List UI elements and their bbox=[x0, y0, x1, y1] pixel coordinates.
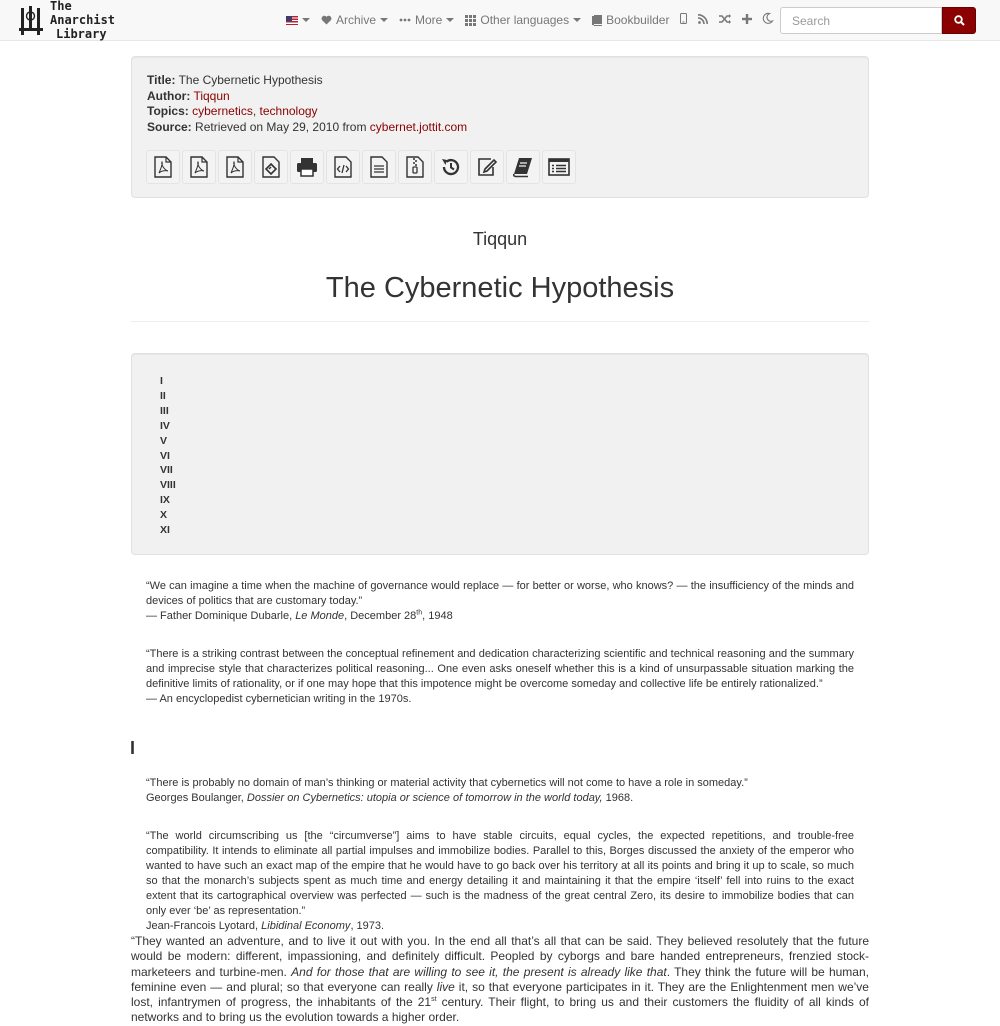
bookbuilder-link[interactable] bbox=[592, 13, 669, 27]
epigraph-text: “We can imagine a time when the machine of governance would replace — for better or worse, who knows? — the insufficiency of the minds and devices of politics that are customary today.” bbox=[146, 580, 854, 607]
other-languages-dropdown[interactable] bbox=[465, 13, 581, 27]
meta-topics-line bbox=[147, 104, 853, 120]
epigraph-attribution: — An encyclopedist cybernetician writing in the 1970s. bbox=[146, 693, 412, 705]
download-xhtml-button[interactable] bbox=[326, 150, 360, 184]
toc-item-9[interactable]: IX bbox=[160, 494, 170, 507]
quote-attribution: Georges Boulanger, Dossier on Cybernetics: utopia or science of tomorrow in the world today, 1968. bbox=[146, 792, 634, 804]
quote-attribution: Jean-Francois Lyotard, Libidinal Economy, 1973. bbox=[146, 920, 385, 932]
download-toolbar bbox=[146, 150, 578, 184]
navbar bbox=[0, 0, 1000, 41]
toc-item-3[interactable]: III bbox=[160, 404, 169, 417]
caret-down-icon bbox=[380, 18, 388, 22]
download-source-zip-button[interactable] bbox=[398, 150, 432, 184]
anarchist-library-logo-icon bbox=[18, 4, 44, 36]
heart-icon bbox=[321, 15, 332, 25]
more-label: More bbox=[415, 13, 443, 27]
more-dropdown[interactable] bbox=[399, 13, 454, 27]
section-heading: I bbox=[130, 738, 136, 758]
topic-cybernetics-link[interactable]: cybernetics bbox=[192, 104, 253, 118]
moon-icon bbox=[763, 13, 773, 27]
bookbuilder-label: Bookbuilder bbox=[606, 13, 670, 27]
caret-down-icon bbox=[302, 18, 310, 22]
meta-source-link[interactable]: cybernet.jottit.com bbox=[369, 119, 468, 134]
add-to-bookbuilder-button[interactable] bbox=[506, 150, 540, 184]
topic-separator: , bbox=[252, 104, 257, 118]
download-plain-text-button[interactable] bbox=[362, 150, 396, 184]
download-pdf-a4-button[interactable] bbox=[182, 150, 216, 184]
block-quote bbox=[146, 776, 854, 806]
page-title: The Cybernetic Hypothesis bbox=[325, 272, 675, 304]
mobile-icon-link[interactable] bbox=[680, 13, 687, 27]
ellipsis-icon bbox=[399, 18, 411, 22]
text-author-heading: Tiqqun bbox=[472, 229, 528, 249]
add-text-link[interactable] bbox=[742, 13, 752, 27]
history-button[interactable] bbox=[434, 150, 468, 184]
dark-mode-toggle[interactable] bbox=[763, 13, 773, 27]
download-epub-button[interactable] bbox=[254, 150, 288, 184]
meta-author-label: Author: bbox=[147, 88, 191, 103]
site-logo-text bbox=[50, 0, 134, 41]
meta-author-link[interactable]: Tiqqun bbox=[193, 88, 230, 103]
toc-item-2[interactable]: II bbox=[160, 389, 166, 402]
history-icon bbox=[440, 156, 462, 178]
body-paragraph: “They wanted an adventure, and to live it out with you. In the end all that’s all that can be said. They believed resolutely that the future would be modern: different, impassioning, and definitely difficult. Peopled by cyborgs and bare handed entrepreneurs, frenzied stock-marketeers and turbine-men. And for those that are willing to see it, the present is already like that. They think the future will be human, feminine even — and plural; so that everyone can really live it, so that everyone participates in it. They are the Enlightenment men we’ve lost, infantrymen of progress, the inhabitants of the 21st century. Their flight, to bring us and their customers the fluidity of all kinds of networks and to bring us the evolution towards a higher order. bbox=[131, 934, 869, 1025]
quote-text: “The world circumscribing us [the “circumverse”] aims to have stable circuits, equal cycles, the expected repetitions, and trouble-free compatibility. It intends to eliminate all partial impulses and immobilize bodies. Parallel to this, Borges discussed the anxiety of the emperor who wanted to have such an exact map of the empire that he would have to go back over his territory at all its points and bring it up to scale, so much so that the monarch’s subjects spent as much time and energy detailing it and maintaining it that the empire ‘itself’ fell into ruins to the exact extent that its cartographical overview was perfected — such is the madness of the great central Zero, its desire to immobilize bodies that can only ever ‘be’ as representation.” bbox=[146, 830, 854, 917]
quote-text: “There is probably no domain of man’s thinking or material activity that cybernetics will not come to have a role in someday.” bbox=[146, 777, 748, 789]
toc-item-10[interactable]: X bbox=[160, 509, 168, 522]
toc-item-8[interactable]: VIII bbox=[160, 479, 176, 492]
meta-topics-label: Topics: bbox=[147, 104, 189, 118]
pdf-imposed-icon bbox=[225, 156, 245, 178]
table-of-contents-button[interactable] bbox=[542, 150, 576, 184]
rss-icon bbox=[698, 13, 708, 27]
logo-line-2: Library bbox=[56, 27, 107, 41]
bookbuilder-icon bbox=[512, 157, 534, 177]
table-of-contents bbox=[131, 353, 869, 555]
us-flag-icon bbox=[286, 16, 298, 25]
logo-line-1: The Anarchist bbox=[50, 0, 116, 27]
epigraph-quote bbox=[146, 647, 854, 707]
print-icon bbox=[296, 157, 318, 177]
other-languages-label: Other languages bbox=[480, 13, 570, 27]
meta-title-label: Title: bbox=[147, 73, 176, 87]
epigraph-text: “There is a striking contrast between the conceptual refinement and dedication characterizing scientific and technical reasoning and the summary and imprecise style that characterizes political reasoning... One even asks oneself whether this is a kind of unsurpassable situation marking the definitive limits of rationality, or if one may hope that this impotence might be overcome someday and collective life be entirely rationalized.” bbox=[146, 648, 854, 690]
plus-icon bbox=[742, 13, 752, 27]
archive-label: Archive bbox=[336, 13, 377, 27]
table-of-contents-icon bbox=[548, 158, 570, 176]
search-button[interactable] bbox=[942, 7, 976, 34]
toc-item-6[interactable]: VI bbox=[160, 449, 170, 462]
language-flag-dropdown[interactable] bbox=[286, 16, 310, 25]
zip-source-icon bbox=[405, 156, 425, 178]
search-icon bbox=[954, 15, 965, 26]
toc-item-1[interactable]: I bbox=[160, 375, 163, 387]
mobile-icon bbox=[680, 13, 687, 27]
download-pdf-imposed-button[interactable] bbox=[218, 150, 252, 184]
epigraph-attribution: — Father Dominique Dubarle, Le Monde, December 28th, 1948 bbox=[146, 609, 453, 622]
block-quote bbox=[146, 829, 854, 934]
toc-item-7[interactable]: VII bbox=[160, 464, 173, 477]
meta-title-value: The Cybernetic Hypothesis bbox=[178, 73, 323, 87]
plain-text-icon bbox=[369, 156, 389, 178]
shuffle-icon bbox=[719, 13, 731, 27]
title-divider bbox=[131, 321, 869, 322]
xhtml-icon bbox=[333, 156, 353, 178]
epigraph-quote bbox=[146, 579, 854, 624]
meta-source-line bbox=[147, 120, 853, 136]
text-metadata-panel bbox=[131, 56, 869, 198]
toc-item-11[interactable]: XI bbox=[160, 524, 170, 537]
edit-icon bbox=[476, 156, 498, 178]
rss-link[interactable] bbox=[698, 13, 708, 27]
grid-icon bbox=[465, 15, 476, 26]
meta-source-text: Retrieved on May 29, 2010 from bbox=[195, 119, 367, 134]
archive-dropdown[interactable] bbox=[321, 13, 388, 27]
caret-down-icon bbox=[446, 18, 454, 22]
toc-item-5[interactable]: V bbox=[160, 434, 168, 447]
pdf-icon bbox=[153, 156, 173, 178]
pdf-a4-icon bbox=[189, 156, 209, 178]
print-button[interactable] bbox=[290, 150, 324, 184]
book-icon bbox=[592, 15, 602, 26]
search-form bbox=[780, 7, 976, 34]
site-logo[interactable] bbox=[18, 0, 134, 41]
meta-source-label: Source: bbox=[147, 119, 192, 134]
topic-technology-link[interactable]: technology bbox=[259, 104, 318, 118]
caret-down-icon bbox=[573, 18, 581, 22]
search-input[interactable] bbox=[780, 7, 942, 34]
random-link[interactable] bbox=[719, 13, 731, 27]
epub-icon bbox=[261, 156, 281, 178]
toc-item-4[interactable]: IV bbox=[160, 419, 170, 432]
meta-author-line bbox=[147, 89, 853, 105]
download-pdf-button[interactable] bbox=[146, 150, 180, 184]
edit-button[interactable] bbox=[470, 150, 504, 184]
meta-title-line bbox=[147, 73, 853, 89]
main-nav bbox=[286, 0, 784, 40]
